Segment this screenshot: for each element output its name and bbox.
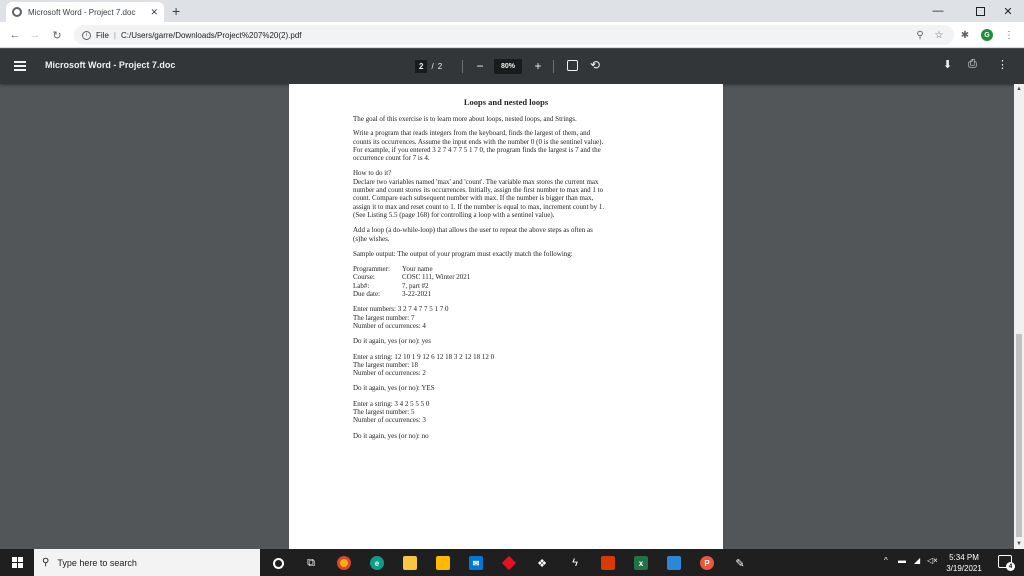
current-page-input[interactable]: 2 bbox=[415, 60, 427, 73]
browser-tab-strip bbox=[0, 0, 1024, 22]
gem-app-icon[interactable] bbox=[499, 553, 519, 573]
lightning-app-icon[interactable]: ϟ bbox=[572, 557, 578, 569]
new-tab-button[interactable]: + bbox=[172, 3, 181, 19]
mail-app-icon[interactable]: ✉ bbox=[466, 553, 486, 573]
extensions-icon[interactable]: ✱ bbox=[960, 29, 970, 41]
arrow-right-icon: → bbox=[29, 29, 41, 41]
text-line: Declare two variables named 'max' and 'count'. The variable max stores the current max bbox=[353, 177, 599, 186]
reload-button[interactable] bbox=[48, 26, 66, 44]
tab-close-icon[interactable]: ✕ bbox=[150, 6, 158, 17]
repeat-prompt-2: Do it again, yes (or no): YES bbox=[353, 384, 435, 393]
pdf-toolbar bbox=[0, 49, 1024, 84]
repeat-prompt-1: Do it again, yes (or no): yes bbox=[353, 337, 431, 346]
clock-date: 3/19/2021 bbox=[946, 564, 982, 573]
fit-to-page-icon[interactable] bbox=[567, 60, 578, 71]
url-path: C:/Users/garre/Downloads/Project%207%20(2).pdf bbox=[120, 30, 302, 40]
clock-time: 5:34 PM bbox=[949, 553, 979, 562]
pdf-title: Microsoft Word - Project 7.doc bbox=[45, 60, 176, 70]
more-actions-icon[interactable]: ⋮ bbox=[997, 59, 1008, 71]
scrollbar-thumb[interactable] bbox=[1016, 334, 1022, 537]
sidebar-menu-icon[interactable] bbox=[14, 61, 26, 71]
page-selector bbox=[415, 59, 442, 74]
download-icon[interactable]: ⬇ bbox=[943, 59, 953, 71]
show-hidden-icons-icon[interactable]: ^ bbox=[884, 556, 888, 565]
start-button[interactable] bbox=[0, 549, 34, 576]
text-line: Add a loop (a do-while-loop) that allows the user to repeat the above steps as often as bbox=[353, 226, 593, 235]
globe-icon bbox=[12, 7, 22, 17]
zoom-level-input[interactable]: 80% bbox=[494, 59, 522, 74]
program-header bbox=[353, 265, 723, 298]
text-line: count. Compare each subsequent number with max. If the number is bigger than max, bbox=[353, 194, 594, 203]
sample-output-label: Sample output: The output of your program must exactly match the following: bbox=[353, 249, 573, 258]
document-heading: Loops and nested loops bbox=[463, 97, 549, 107]
taskbar-search-box[interactable] bbox=[34, 549, 260, 576]
excel-app-icon[interactable]: x bbox=[631, 553, 651, 573]
file-explorer-icon[interactable] bbox=[400, 553, 420, 573]
profile-initial: G bbox=[981, 29, 993, 41]
pdf-page bbox=[289, 84, 723, 549]
task-paragraph bbox=[353, 129, 723, 162]
total-pages: 2 bbox=[437, 62, 443, 71]
sample-run-1: Enter numbers: 3 2 7 4 7 7 5 1 7 0 The largest number: 7 Number of occurrences: 4 bbox=[353, 305, 449, 330]
sample-run-3: Enter a string: 3 4 2 5 5 5 0 The largest number: 5 Number of occurrences: 3 bbox=[353, 399, 430, 425]
text-line: (See Listing 5.5 (page 168) for controlling a loop with a sentinel value). bbox=[353, 210, 555, 219]
text-line: assign it to max and reset count to 1. If the number is equal to max, increment count by 1. bbox=[353, 202, 605, 211]
browser-menu-icon[interactable]: ⋮ bbox=[1004, 29, 1014, 41]
header-row: Due date: 3-22-2021 bbox=[353, 290, 432, 299]
task-view-icon[interactable]: ⧉ bbox=[307, 556, 315, 569]
text-line: For example, if you entered 3 2 7 4 7 7 5 1 7 0, the program finds the largest is 7 and the bbox=[353, 145, 601, 154]
dropbox-app-icon[interactable]: ❖ bbox=[537, 557, 547, 570]
paint-app-icon[interactable]: P bbox=[697, 553, 717, 573]
profile-avatar[interactable] bbox=[978, 26, 996, 44]
page-divider: / bbox=[431, 62, 434, 71]
wifi-icon[interactable]: ◢ bbox=[914, 556, 921, 565]
address-bar[interactable] bbox=[74, 25, 954, 45]
arrow-left-icon: ← bbox=[9, 29, 21, 41]
forward-button[interactable] bbox=[26, 26, 44, 44]
header-row: Programmer: Your name bbox=[353, 265, 433, 274]
header-row: Course: COSC 111, Winter 2021 bbox=[353, 273, 471, 282]
maximize-icon bbox=[976, 7, 985, 16]
text-line: Write a program that reads integers from the keyboard, finds the largest of them, and bbox=[353, 129, 591, 138]
zoom-icon[interactable]: ⚲ bbox=[916, 29, 924, 41]
volume-icon[interactable]: ◁× bbox=[927, 556, 938, 565]
notification-count-badge: 4 bbox=[1006, 562, 1015, 571]
rotate-icon[interactable]: ⟲ bbox=[590, 58, 601, 72]
text-line: How to do it? bbox=[353, 169, 392, 178]
windows-logo-icon bbox=[12, 557, 23, 568]
notification-center-icon[interactable] bbox=[998, 555, 1012, 568]
browser-tab[interactable] bbox=[6, 2, 164, 22]
vertical-scrollbar[interactable] bbox=[1014, 84, 1024, 549]
zoom-in-button[interactable]: + bbox=[534, 59, 542, 73]
back-button[interactable] bbox=[6, 26, 24, 44]
text-line: occurrence count for 7 is 4. bbox=[353, 154, 430, 163]
office-app-icon[interactable] bbox=[598, 553, 618, 573]
print-icon[interactable]: ⎙ bbox=[968, 58, 977, 70]
pdf-document-area[interactable] bbox=[0, 84, 1014, 549]
intro-paragraph: The goal of this exercise is to learn more about loops, nested loops, and Strings. bbox=[353, 115, 577, 123]
cortana-icon[interactable] bbox=[268, 553, 288, 573]
how-to-paragraph bbox=[353, 169, 723, 219]
url-scheme: File bbox=[96, 30, 109, 40]
url-separator: | bbox=[113, 30, 116, 40]
battery-icon[interactable]: ▬ bbox=[898, 556, 906, 565]
toolbar-divider bbox=[462, 60, 463, 73]
edge-app-icon[interactable]: e bbox=[367, 553, 387, 573]
text-line: counts its occurrences. Assume the input ends with the number 0 (0 is the sentinel value). bbox=[353, 137, 604, 146]
store-app-icon[interactable] bbox=[433, 553, 453, 573]
zoom-out-button[interactable]: − bbox=[476, 59, 484, 73]
reload-icon: ↻ bbox=[52, 29, 62, 42]
chrome-app-icon[interactable] bbox=[334, 553, 354, 573]
pen-app-icon[interactable]: ✎ bbox=[735, 557, 745, 570]
windows-taskbar bbox=[0, 549, 1024, 576]
photos-app-icon[interactable] bbox=[664, 553, 684, 573]
text-line: (s)he wishes. bbox=[353, 234, 390, 243]
bookmark-star-icon[interactable]: ☆ bbox=[934, 29, 944, 41]
sample-run-2: Enter a string: 12 10 1 9 12 6 12 18 3 2 12 18 12 0 The largest number: 18 Number of occurrences: 2 bbox=[353, 352, 495, 378]
loop-paragraph bbox=[353, 226, 723, 243]
search-icon: ⚲ bbox=[42, 557, 50, 568]
tab-title: Microsoft Word - Project 7.doc bbox=[28, 7, 136, 17]
scroll-down-arrow-icon[interactable]: ▼ bbox=[1016, 541, 1022, 547]
toolbar-divider bbox=[553, 60, 554, 73]
taskbar-clock[interactable] bbox=[940, 552, 988, 574]
browser-toolbar bbox=[0, 22, 1024, 48]
window-minimize-button[interactable]: — bbox=[932, 5, 944, 17]
header-row: Lab#: 7, part #2 bbox=[353, 281, 429, 290]
repeat-prompt-3: Do it again, yes (or no): no bbox=[353, 431, 429, 440]
scroll-up-arrow-icon[interactable]: ▲ bbox=[1016, 86, 1022, 92]
search-placeholder: Type here to search bbox=[57, 557, 137, 568]
info-icon: i bbox=[82, 31, 91, 40]
window-close-button[interactable]: ✕ bbox=[1003, 5, 1013, 18]
text-line: number and count stores its occurrences. Initially, assign the first number to max and 1 to bbox=[353, 186, 604, 195]
